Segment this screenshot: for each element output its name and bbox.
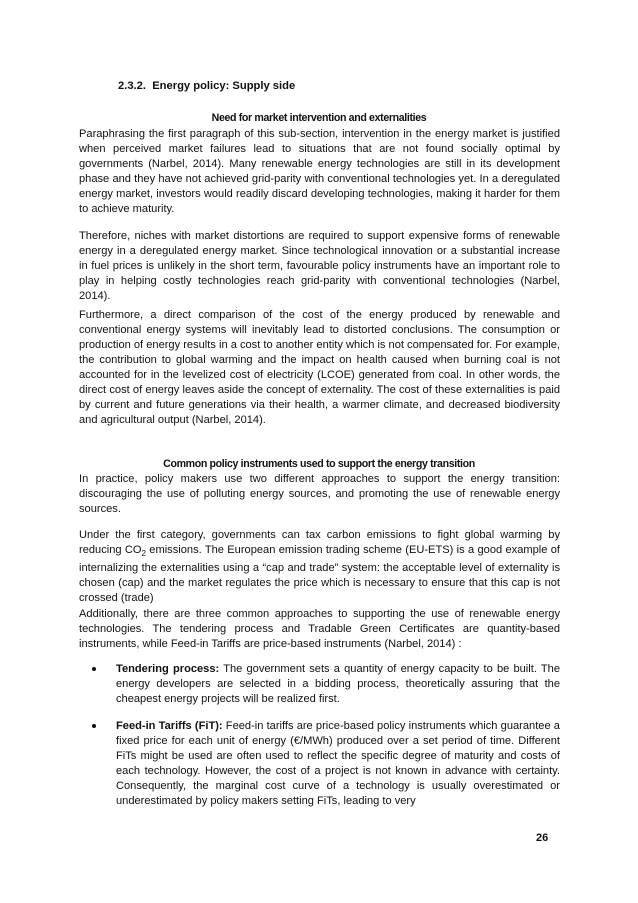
carbon-tax-text-start: Under the first category, governments can tax carbon emissions to fight global warming by reducing CO <box>79 529 560 556</box>
bullet-text-tendering: The government sets a quantity of energy capacity to be built. The energy developers are selected in a bidding process, theoretically assuring that the cheapest energy projects will be realized first. <box>116 663 560 705</box>
bullet-list-instruments-2 <box>79 719 560 809</box>
bullet-icon <box>92 724 96 728</box>
bullet-list-instruments <box>79 662 560 707</box>
page-number: 26 <box>536 832 549 844</box>
bullet-term-fit: Feed-in Tariffs (FiT): <box>116 720 223 732</box>
subheading-market-intervention: Need for market intervention and externalities <box>211 112 427 124</box>
paragraph-market-distortions: Therefore, niches with market distortions are required to support expensive forms of renewable energy in a deregulated energy market. Since technological innovation or a substantial increase in fuel prices is unlikely in the short term, favourable policy instruments have an important role to play in helping costly technologies reach grid-parity with conventional technologies (Narbel, 2014). <box>79 230 560 302</box>
paragraph-market-failures: Paraphrasing the first paragraph of this sub-section, intervention in the energy market is justified when perceived market failures lead to situations that are not found socially optimal by governments (Narbel, 2014). Many renewable energy technologies are still in its development phase and they have not achieved grid-parity with conventional technologies yet. In a deregulated energy market, investors would readily discard developing technologies, making it harder for them to achieve maturity. <box>79 128 560 215</box>
bullet-term-tendering: Tendering process: <box>116 663 220 675</box>
section-heading: 2.3.2. Energy policy: Supply side <box>118 80 296 92</box>
paragraph-renewable-support: Additionally, there are three common approaches to supporting the use of renewable energy technologies. The tendering process and Tradable Green Certificates are quantity-based instruments, while Feed-in Tariffs are price-based instruments (Narbel, 2014) : <box>79 608 560 650</box>
bullet-icon <box>92 667 96 671</box>
bullet-text-fit: Feed-in tariffs are price-based policy instruments which guarantee a fixed price for each unit of energy (€/MWh) produced over a set period of time. Different FiTs might be used are often used to reflect the specific degree of maturity and costs of each technology. However, the cost of a project is not known in advance with certainty. Consequently, the marginal cost curve of a technology is usually overestimated or underestimated by policy makers setting FiTs, leading to very <box>116 720 560 807</box>
paragraph-externalities: Furthermore, a direct comparison of the cost of the energy produced by renewable and conventional energy systems will inevitably lead to distorted conclusions. The consumption or production of energy results in a cost to another entity which is not compensated for. For example, the contribution to global warming and the impact on health caused when burning coal is not accounted for in the levelized cost of electricity (LCOE) generated from coal. In other words, the direct cost of energy leaves aside the concept of externality. The cost of these externalities is paid by current and future generations via their health, a warmer climate, and decreased biodiversity and agricultural output (Narbel, 2014). <box>79 309 560 426</box>
carbon-tax-text-end: emissions. The European emission trading scheme (EU-ETS) is a good example of internalizing the externalities using a “cap and trade” system: the acceptable level of externality is chosen (cap) and the market regulates the price which is necessary to ensure that this cap is not crossed (trade) <box>79 544 560 605</box>
co2-subscript: 2 <box>141 549 146 559</box>
bullet-item-tendering <box>79 662 560 707</box>
subheading-policy-instruments: Common policy instruments used to support the energy transition <box>163 458 475 470</box>
paragraph-two-approaches: In practice, policy makers use two different approaches to support the energy transition: discouraging the use of polluting energy sources, and promoting the use of renewable energy sources. <box>79 473 560 515</box>
bullet-item-feed-in-tariffs <box>79 719 560 809</box>
paragraph-carbon-tax <box>79 528 560 606</box>
